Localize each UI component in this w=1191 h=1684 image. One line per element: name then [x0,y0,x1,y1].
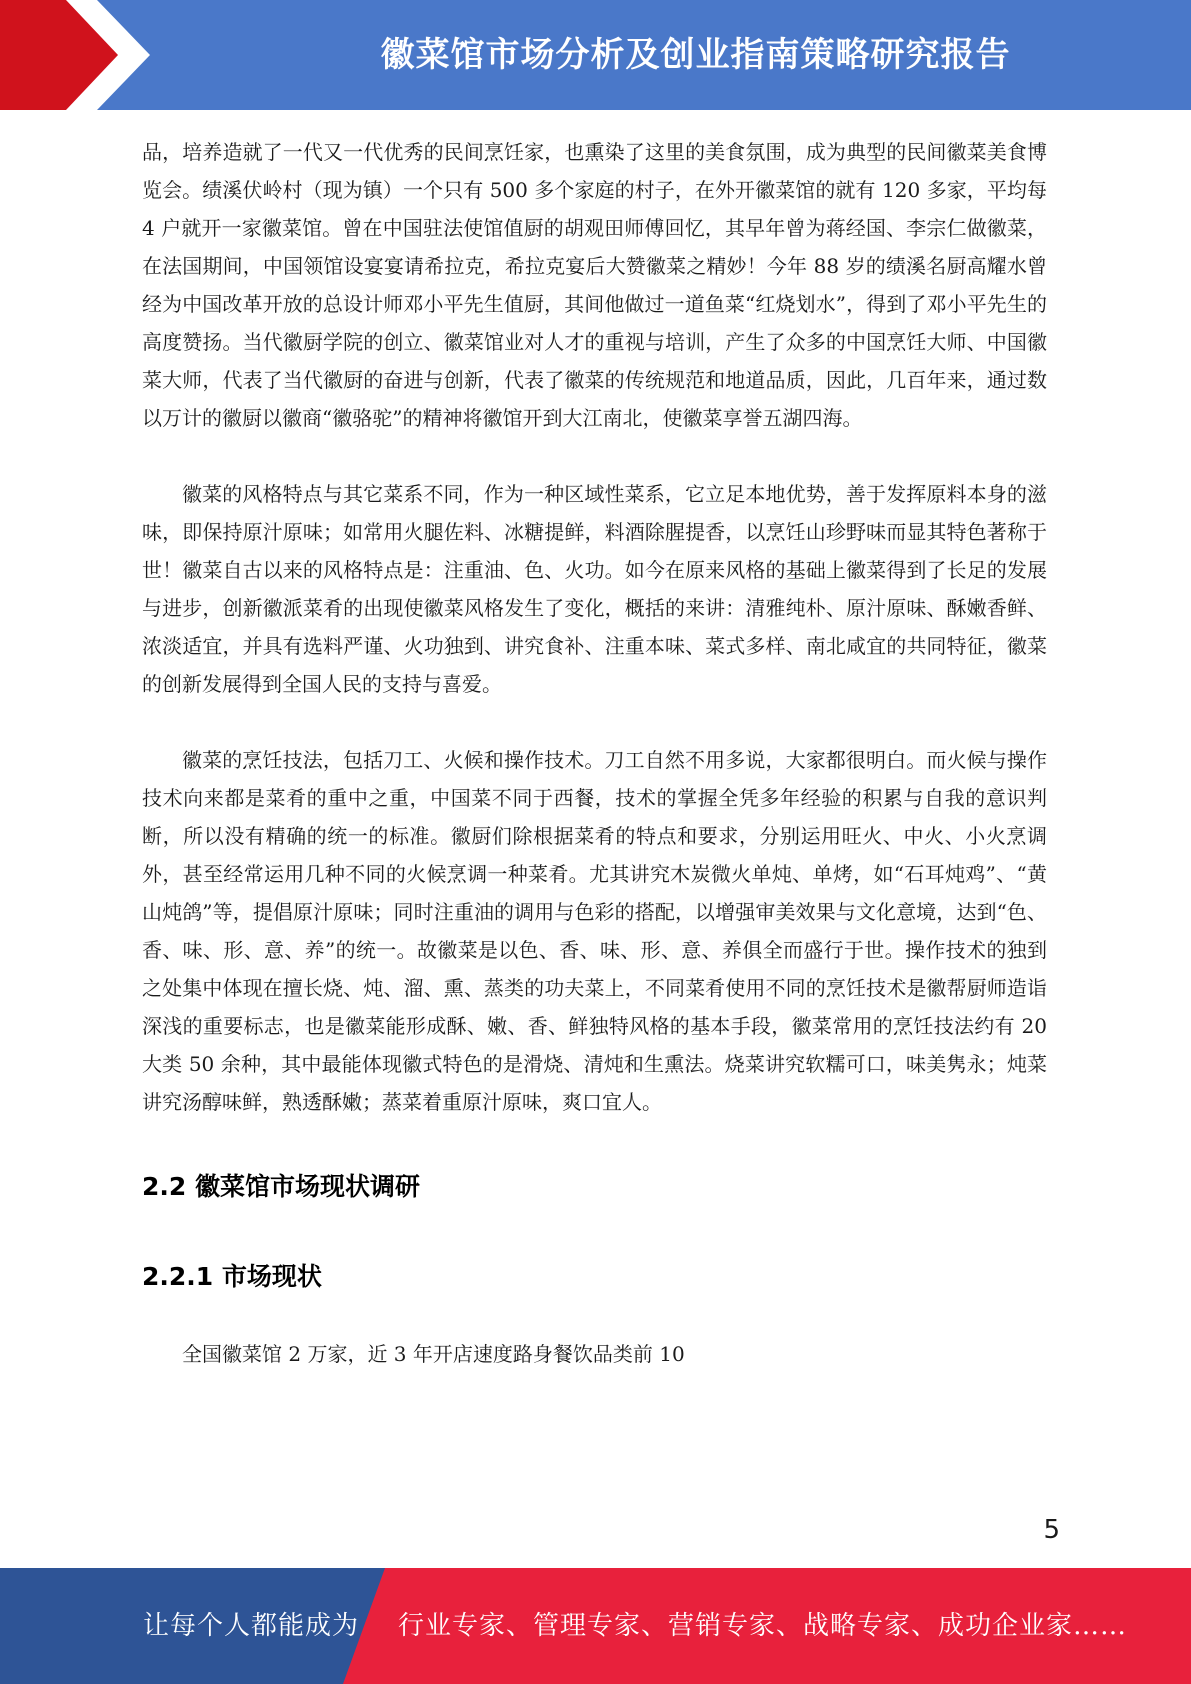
section-heading-2-2-1: 2.2.1 市场现状 [142,1262,322,1291]
footer-banner [0,1568,1191,1684]
header-banner [0,0,1191,110]
paragraph-4: 全国徽菜馆 2 万家，近 3 年开店速度路身餐饮品类前 10 [182,1342,685,1366]
section-gap [142,1207,1047,1257]
document-body [142,133,1047,1373]
section-heading-2-2: 2.2 徽菜馆市场现状调研 [142,1172,420,1201]
paragraph-1: 品，培养造就了一代又一代优秀的民间烹饪家，也熏染了这里的美食氛围，成为典型的民间徽菜美食博览会。绩溪伏岭村（现为镇）一个只有 500 多个家庭的村子，在外开徽菜馆的就有 120 多家，平均每 4 户就开一家徽菜馆。曾在中国驻法使馆值厨的胡观田师傅回忆，其早年曾为蒋经国、李宗仁做徽菜，在法国期间，中国领馆设宴宴请希拉克，希拉克宴后大赞徽菜之精妙！今年 88 岁的绩溪名厨高耀水曾经为中国改革开放的总设计师邓小平先生值厨，其间他做过一道鱼菜“红烧划水”，得到了邓小平先生的高度赞扬。当代徽厨学院的创立、徽菜馆业对人才的重视与培训，产生了众多的中国烹饪大师、中国徽菜大师，代表了当代徽厨的奋进与创新，代表了徽菜的传统规范和地道品质，因此，几百年来，通过数以万计的徽厨以徽商“徽骆驼”的精神将徽馆开到大江南北，使徽菜享誉五湖四海。 [142,140,1047,430]
paragraph-gap [142,703,1047,741]
report-title: 徽菜馆市场分析及创业指南策略研究报告 [380,35,1011,75]
section-gap [142,1297,1047,1335]
arrow-logo-icon [0,0,155,110]
page-number: 5 [1043,1515,1060,1545]
footer-slogan-right: 行业专家、管理专家、营销专家、战略专家、成功企业家…… [398,1611,1128,1641]
section-gap [142,1121,1047,1167]
paragraph-3: 徽菜的烹饪技法，包括刀工、火候和操作技术。刀工自然不用多说，大家都很明白。而火候与操作技术向来都是菜肴的重中之重，中国菜不同于西餐，技术的掌握全凭多年经验的积累与自我的意识判断，所以没有精确的统一的标准。徽厨们除根据菜肴的特点和要求，分别运用旺火、中火、小火烹调外，甚至经常运用几种不同的火候烹调一种菜肴。尤其讲究木炭微火单炖、单烤，如“石耳炖鸡”、“黄山炖鸽”等，提倡原汁原味；同时注重油的调用与色彩的搭配，以增强审美效果与文化意境，达到“色、香、味、形、意、养”的统一。故徽菜是以色、香、味、形、意、养俱全而盛行于世。操作技术的独到之处集中体现在擅长烧、炖、溜、熏、蒸类的功夫菜上，不同菜肴使用不同的烹饪技术是徽帮厨师造诣深浅的重要标志，也是徽菜能形成酥、嫩、香、鲜独特风格的基本手段，徽菜常用的烹饪技法约有 20 大类 50 余种，其中最能体现徽式特色的是滑烧、清炖和生熏法。烧菜讲究软糯可口，味美隽永；炖菜讲究汤醇味鲜，熟透酥嫩；蒸菜着重原汁原味，爽口宜人。 [142,748,1047,1114]
paragraph-2: 徽菜的风格特点与其它菜系不同，作为一种区域性菜系，它立足本地优势，善于发挥原料本身的滋味，即保持原汁原味；如常用火腿佐料、冰糖提鲜，料酒除腥提香，以烹饪山珍野味而显其特色著称于世！徽菜自古以来的风格特点是：注重油、色、火功。如今在原来风格的基础上徽菜得到了长足的发展与进步，创新徽派菜肴的出现使徽菜风格发生了变化，概括的来讲：清雅纯朴、原汁原味、酥嫩香鲜、浓淡适宜，并具有选料严谨、火功独到、讲究食补、注重本味、菜式多样、南北咸宜的共同特征，徽菜的创新发展得到全国人民的支持与喜爱。 [142,482,1047,696]
footer-slogan-left: 让每个人都能成为 [143,1611,360,1641]
paragraph-gap [142,437,1047,475]
